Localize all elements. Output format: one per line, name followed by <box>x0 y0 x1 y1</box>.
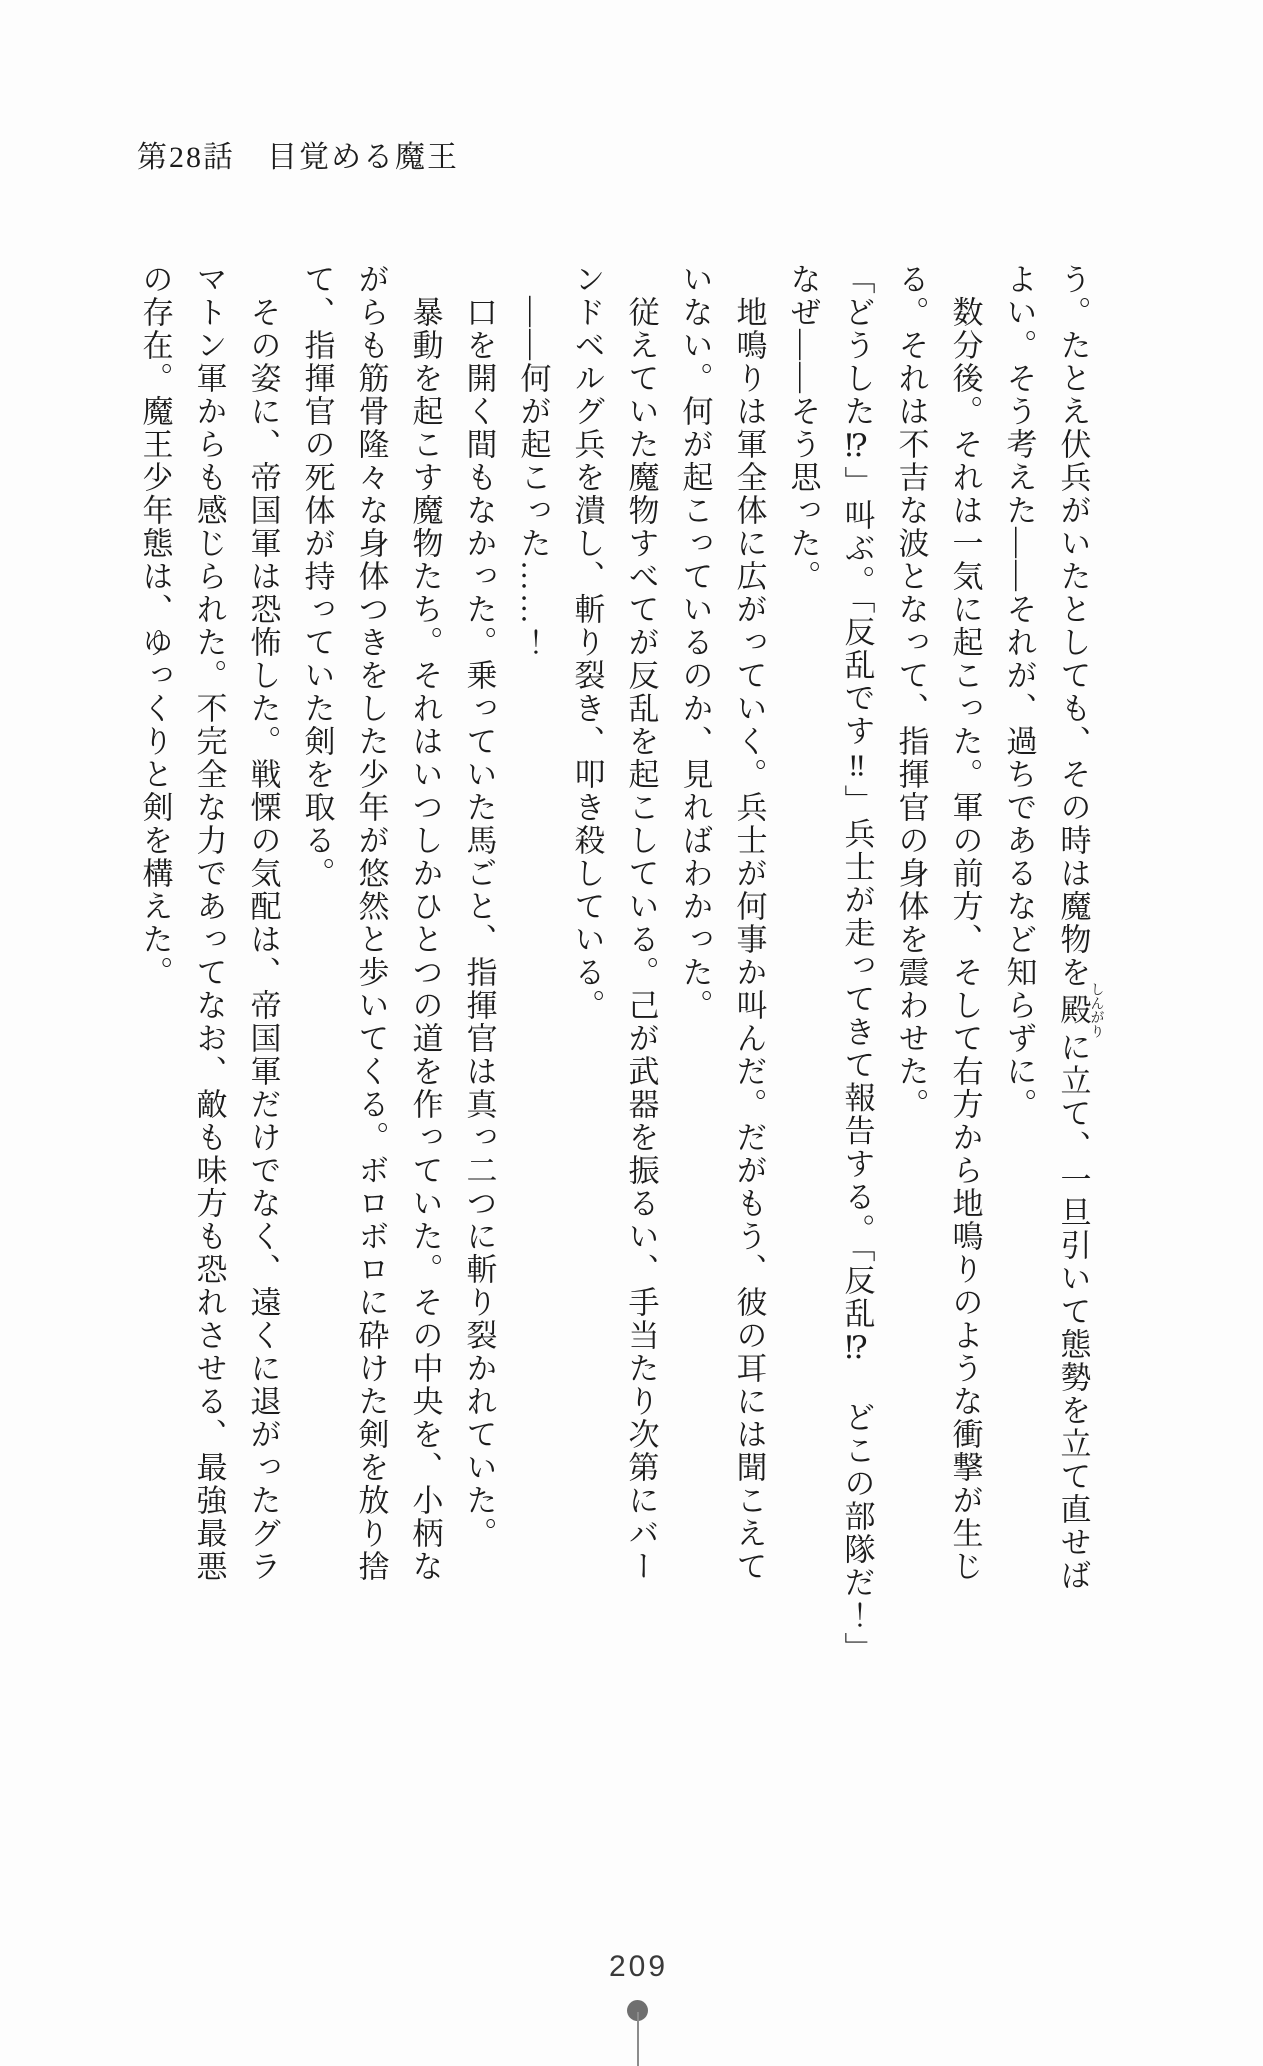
column-text-post: に立て、一旦引いて態勢を立て直せば <box>1055 1031 1091 1592</box>
text-column: 「どうした⁉」叫ぶ。「反乱です‼」兵士が走ってきて報告する。「反乱⁉ どこの部隊だ！」 <box>839 263 875 1665</box>
footer-line-ornament <box>637 2012 639 2066</box>
text-column: ンドベルグ兵を潰し、斬り裂き、叩き殺している。 <box>569 263 605 1022</box>
page-number: 209 <box>608 1950 669 1983</box>
chapter-title: 第28話 目覚める魔王 <box>137 141 459 174</box>
text-column: 口を開く間もなかった。乗っていた馬ごと、指揮官は真っ二つに斬り裂かれていた。 <box>461 296 497 1550</box>
text-column: て、指揮官の死体が持っていた剣を取る。 <box>299 263 335 890</box>
ruby-shingari <box>1055 982 1104 1038</box>
column-text-pre: う。たとえ伏兵がいたとしても、その時は魔物を <box>1055 263 1091 989</box>
text-column: る。それは不吉な波となって、指揮官の身体を震わせた。 <box>893 263 929 1121</box>
text-column: ――何が起こった……！ <box>515 296 551 659</box>
ruby-annotation: しんがり <box>1088 982 1104 1038</box>
text-column: なぜ――そう思った。 <box>785 263 821 593</box>
text-column: よい。そう考えた――それが、過ちであるなど知らずに。 <box>1001 263 1037 1121</box>
ruby-base: 殿 <box>1055 982 1091 1038</box>
text-column <box>1046 263 1104 1725</box>
body-text-block <box>128 263 1104 1725</box>
text-column: 数分後。それは一気に起こった。軍の前方、そして右方から地鳴りのような衝撃が生じ <box>947 296 983 1583</box>
text-column: 従えていた魔物すべてが反乱を起こしている。己が武器を振るい、手当たり次第にバー <box>623 296 659 1583</box>
text-column: 暴動を起こす魔物たち。それはいつしかひとつの道を作っていた。その中央を、小柄な <box>407 296 443 1583</box>
text-column: いない。何が起こっているのか、見ればわかった。 <box>677 263 713 1022</box>
text-column: 地鳴りは軍全体に広がっていく。兵士が何事か叫んだ。だがもう、彼の耳には聞こえて <box>731 296 767 1583</box>
text-column: がらも筋骨隆々な身体つきをした少年が悠然と歩いてくる。ボロボロに砕けた剣を放り捨 <box>353 263 389 1583</box>
text-column: その姿に、帝国軍は恐怖した。戦慄の気配は、帝国軍だけでなく、遠くに退がったグラ <box>245 296 281 1583</box>
text-column: マトン軍からも感じられた。不完全な力であってなお、敵も味方も恐れさせる、最強最悪 <box>191 263 227 1583</box>
text-column: の存在。魔王少年態は、ゆっくりと剣を構えた。 <box>137 263 173 989</box>
